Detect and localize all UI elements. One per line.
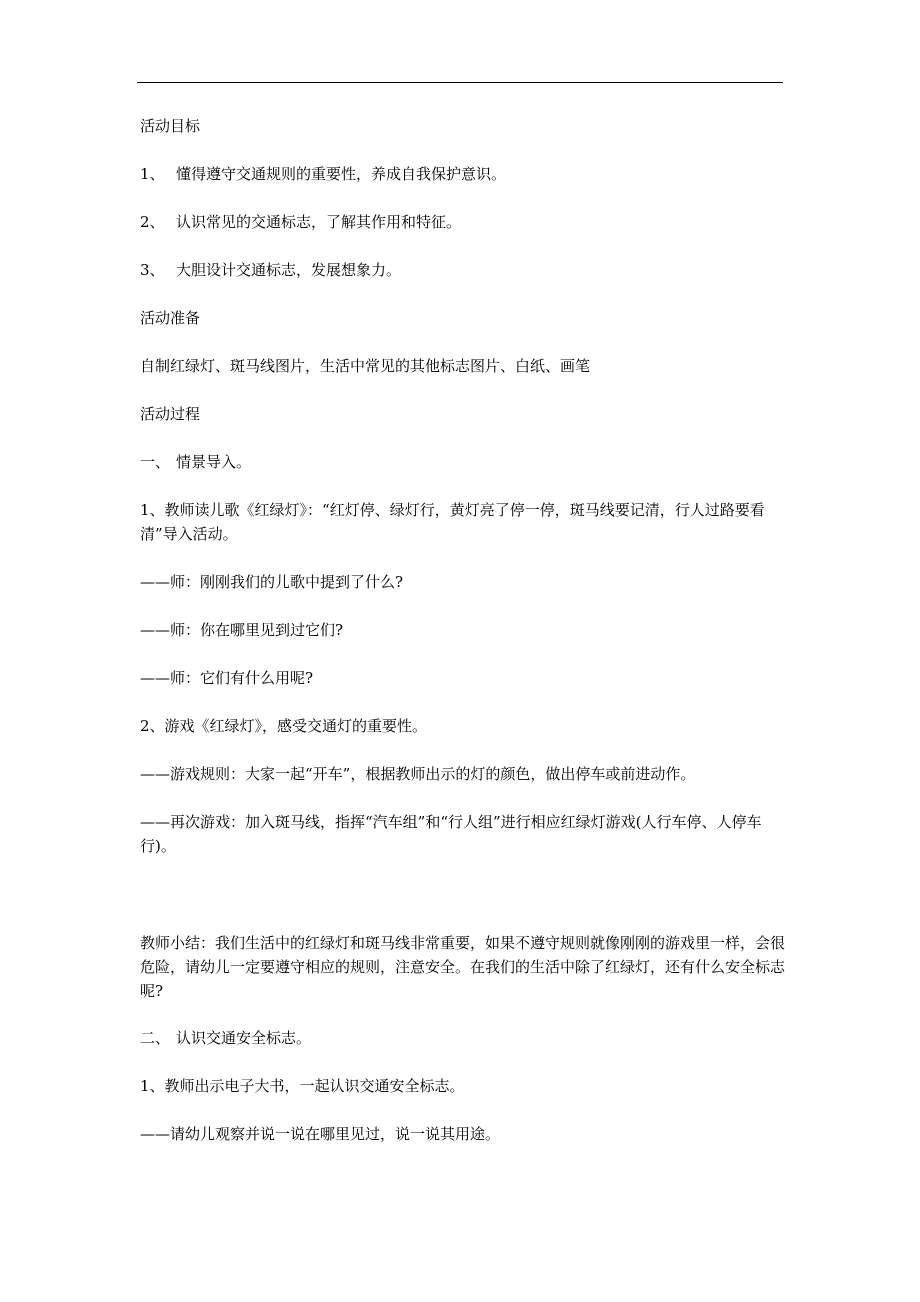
section-heading (140, 1026, 311, 1050)
section-title: 认识交通安全标志。 (176, 1029, 312, 1047)
preparation-text: 自制红绿灯、斑马线图片，生活中常见的其他标志图片、白纸、画笔 (140, 357, 591, 375)
goal-item (140, 258, 401, 282)
step-paragraph: 1、教师出示电子大书，一起认识交通安全标志。 (140, 1077, 465, 1095)
step-paragraph: 2、游戏《红绿灯》，感受交通灯的重要性。 (140, 717, 428, 735)
goal-item (140, 162, 506, 186)
goal-text: 懂得遵守交通规则的重要性，养成自我保护意识。 (176, 165, 507, 183)
heading-goals: 活动目标 (140, 117, 201, 135)
section-number: 二、 (140, 1029, 171, 1047)
step-paragraph: 1、教师读儿歌《红绿灯》：“红灯停、绿灯行，黄灯亮了停一停，斑马线要记清，行人过路要看清”导入活动。 (140, 501, 765, 543)
goal-number: 1、 (140, 165, 165, 183)
section-number: 一、 (140, 453, 171, 471)
header-rule (137, 82, 783, 83)
goal-item (140, 210, 461, 234)
teacher-summary: 教师小结：我们生活中的红绿灯和斑马线非常重要，如果不遵守规则就像刚刚的游戏里一样，会很危险，请幼儿一定要遵守相应的规则，注意安全。在我们的生活中除了红绿灯，还有什么安全标志呢? (140, 934, 786, 1000)
goal-number: 2、 (140, 213, 165, 231)
heading-process: 活动过程 (140, 405, 201, 423)
goal-text: 认识常见的交通标志，了解其作用和特征。 (176, 213, 462, 231)
game-rule: ——再次游戏：加入斑马线，指挥“汽车组”和“行人组”进行相应红绿灯游戏(人行车停、人停车行)。 (140, 813, 762, 855)
teacher-question: ——师：刚刚我们的儿歌中提到了什么? (140, 573, 404, 591)
goal-number: 3、 (140, 261, 165, 279)
goal-text: 大胆设计交通标志，发展想象力。 (176, 261, 402, 279)
game-rule: ——游戏规则：大家一起“开车”，根据教师出示的灯的颜色，做出停车或前进动作。 (140, 765, 696, 783)
heading-preparation: 活动准备 (140, 309, 201, 327)
teacher-question: ——师：它们有什么用呢? (140, 669, 314, 687)
teacher-question: ——师：你在哪里见到过它们? (140, 621, 344, 639)
section-title: 情景导入。 (176, 453, 252, 471)
section-heading (140, 450, 251, 474)
teacher-question: ——请幼儿观察并说一说在哪里见过，说一说其用途。 (140, 1125, 501, 1143)
